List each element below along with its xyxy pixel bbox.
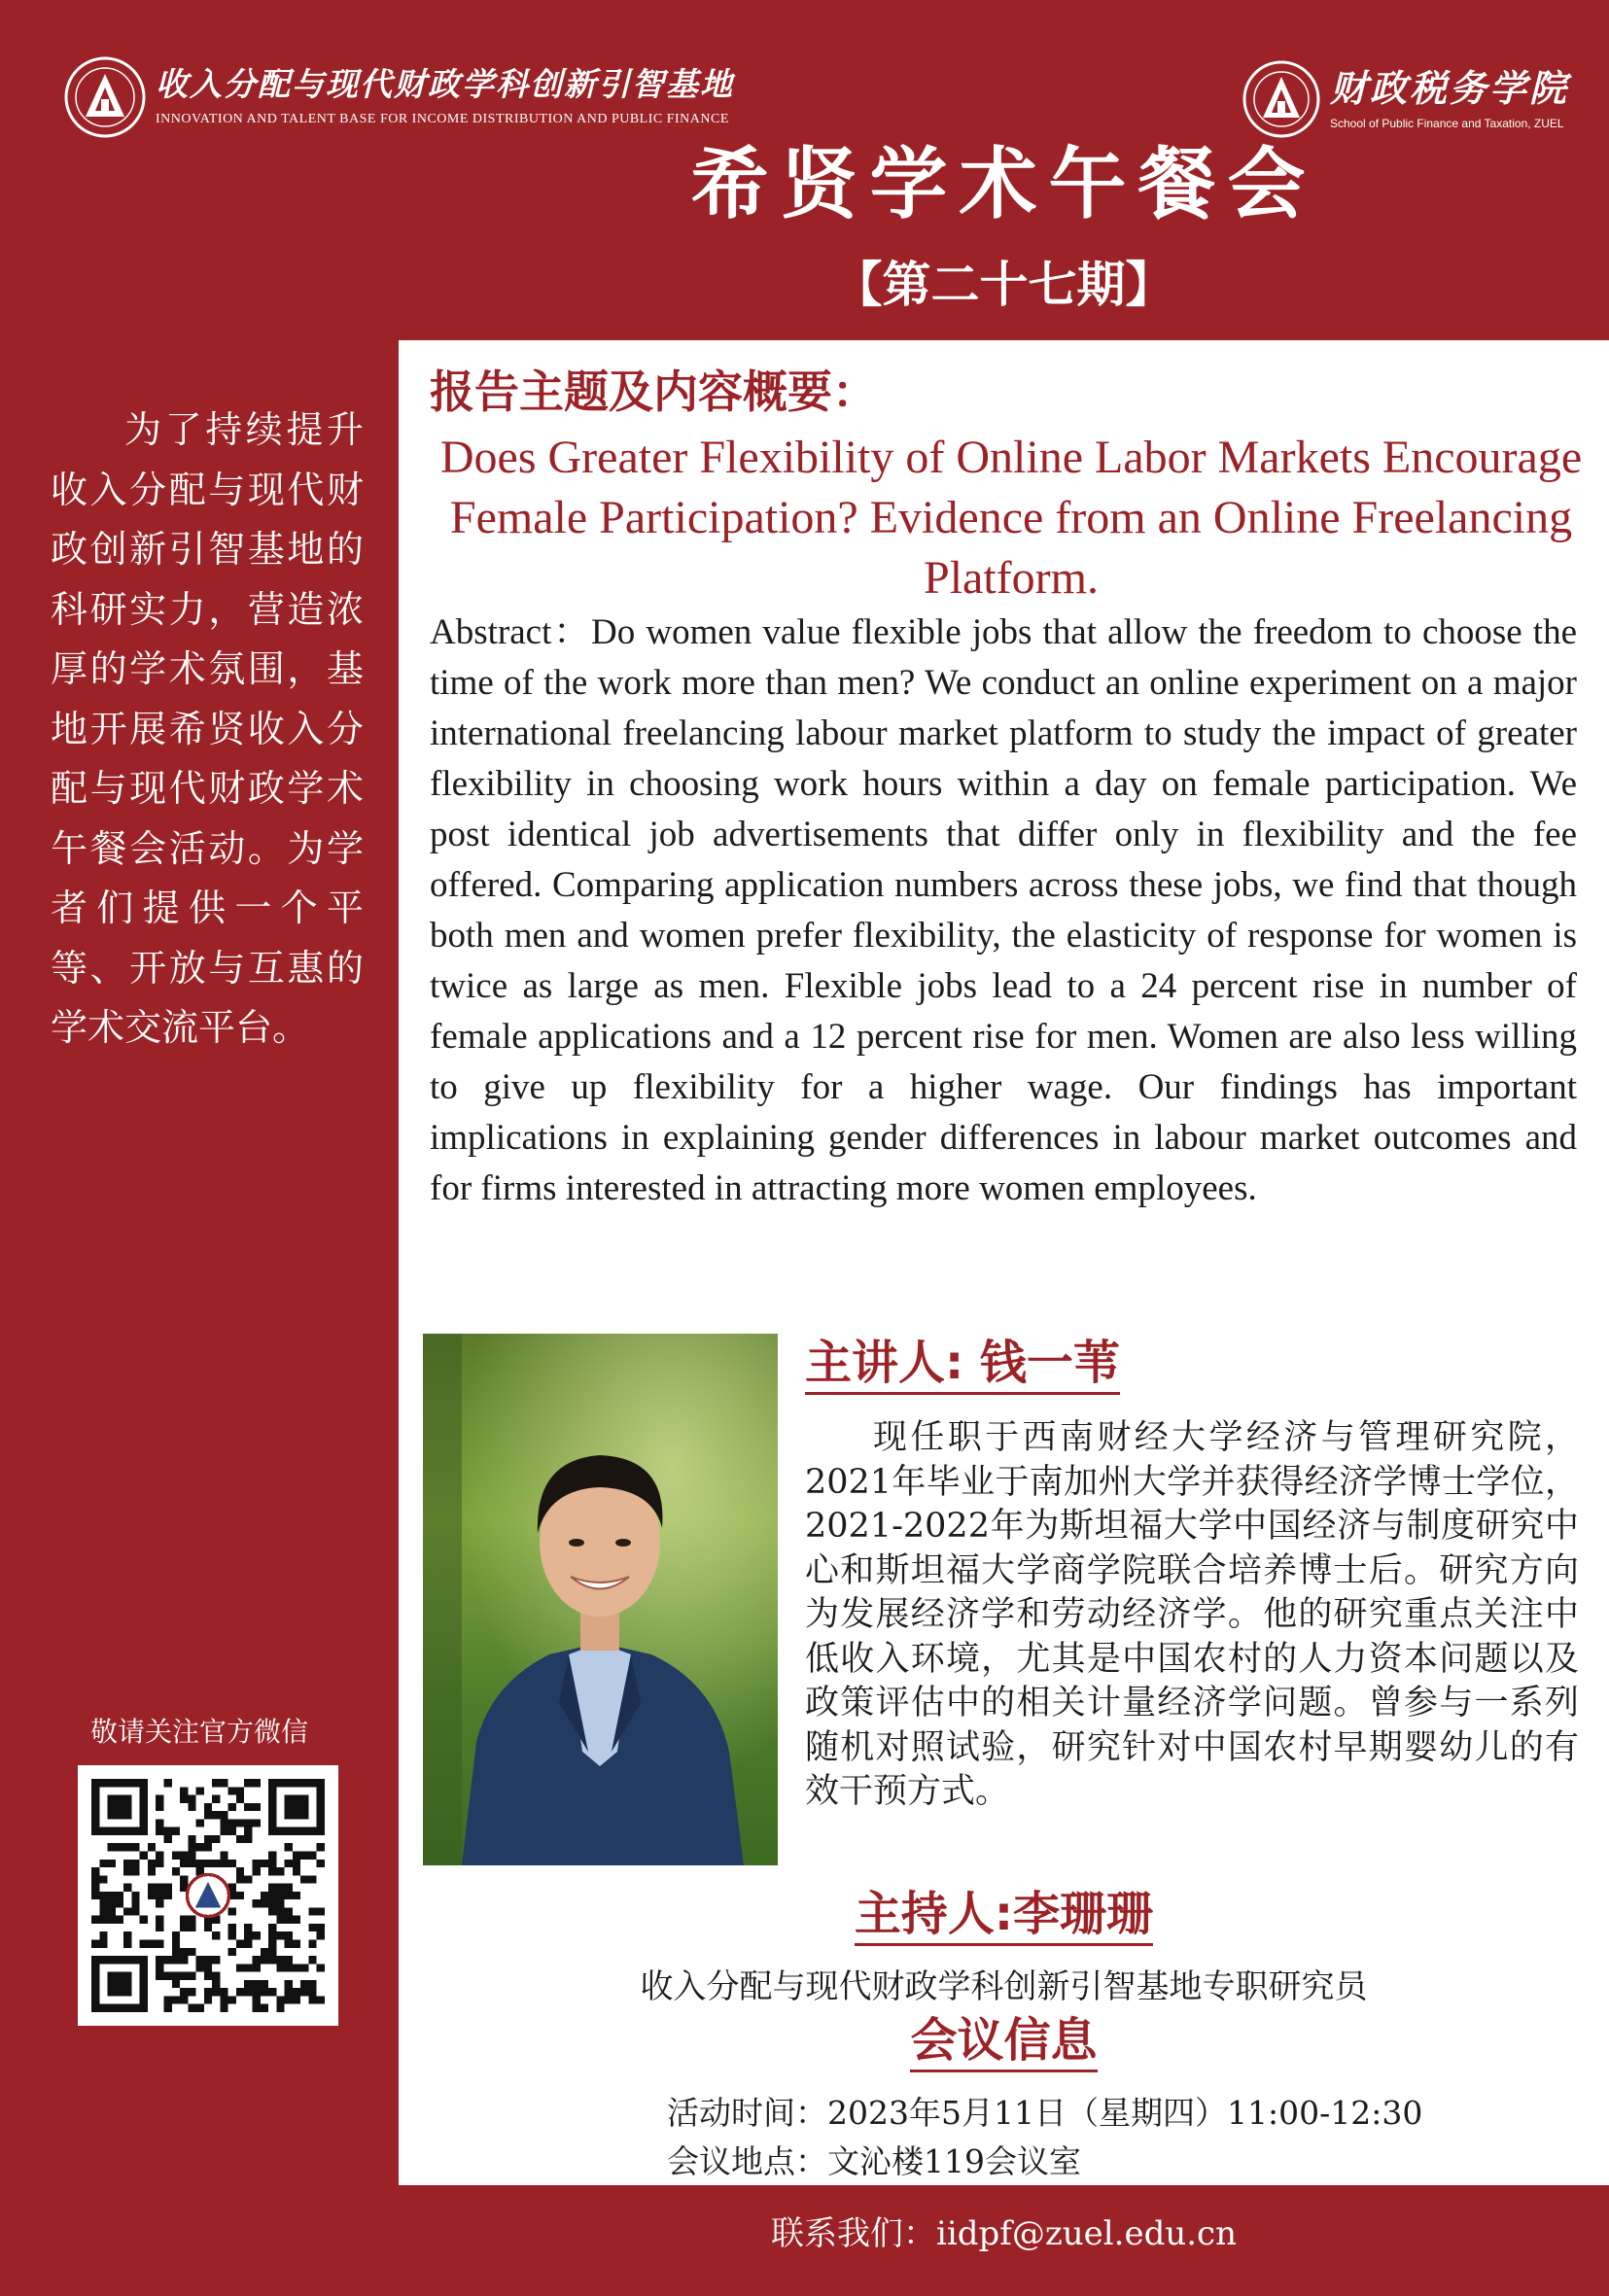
- host-description: 收入分配与现代财政学科创新引智基地专职研究员: [640, 1967, 1368, 2006]
- report-heading: 报告主题及内容概要：: [430, 365, 877, 418]
- speaker-bio: 现任职于西南财经大学经济与管理研究院，2021年毕业于南加州大学并获得经济学博士学位，2021-2022年为斯坦福大学中国经济与制度研究中心和斯坦福大学商学院联合培养博士后。研究方向为发展经济学和劳动经济学。他的研究重点关注中低收入环境，尤其是中国农村的人力资本问题以及政策评估中的相关计量经济学问题。曾参与一系列随机对照试验，研究针对中国农村早期婴幼儿的有效干预方式。: [805, 1418, 1579, 1811]
- host-heading: 主持人:李珊珊: [855, 1887, 1153, 1946]
- meeting-time: 活动时间：2023年5月11日（星期四）11:00-12:30: [667, 2094, 1423, 2132]
- institute-name-en: INNOVATION AND TALENT BASE FOR INCOME DISTRIBUTION AND PUBLIC FINANCE: [156, 112, 729, 126]
- intro-text: 为了持续提升收入分配与现代财政创新引智基地的科研实力，营造浓厚的学术氛围，基地开展希贤收入分配与现代财政学术午餐会活动。为学者们提供一个平等、开放与互惠的学术交流平台。: [51, 408, 364, 1049]
- issue-number: 【第二十七期】: [833, 257, 1174, 313]
- school-seal-icon: [1242, 60, 1320, 138]
- school-logo-text: [1330, 66, 1570, 130]
- speaker-photo: [423, 1334, 778, 1865]
- university-seal-icon: [64, 56, 146, 138]
- meeting-place: 会议地点：文沁楼119会议室: [667, 2142, 1081, 2180]
- wechat-qr-code[interactable]: [78, 1765, 338, 2026]
- school-name-cn: 财政税务学院: [1330, 66, 1570, 110]
- page-title: 希贤学术午餐会: [690, 139, 1317, 229]
- wechat-follow-label: 敬请关注官方微信: [89, 1716, 308, 1748]
- school-name-en: School of Public Finance and Taxation, ZUEL: [1330, 117, 1564, 130]
- speaker-heading: 主讲人: 钱一苇: [805, 1337, 1120, 1395]
- report-topic: Does Greater Flexibility of Online Labor Markets Encourage Female Participation? Evidence from an Online Freelancing Platform.: [439, 432, 1583, 604]
- report-abstract: Abstract：Do women value flexible jobs that allow the freedom to choose the time of the work more than men? We conduct an online experiment on a major international freelancing labour market platform to study the impact of greater flexibility in choosing work hours within a day on female participation. We post identical job advertisements that differ only in flexibility and the fee offered. Comparing application numbers across these jobs, we find that though both men and women prefer flexibility, the elasticity of response for women is twice as large as men. Flexible jobs lead to a 24 percent rise in number of female applications and a 12 percent rise for men. Women are also less willing to give up flexibility for a higher wage. Our findings has important implications in explaining gender differences in labour market outcomes and for firms interested in attracting more women employees.: [430, 612, 1577, 1208]
- meeting-heading-row: [399, 2014, 1609, 2068]
- institute-logo-text: [156, 65, 734, 127]
- host-heading-row: [399, 1888, 1609, 1941]
- institute-name-cn: 收入分配与现代财政学科创新引智基地: [156, 65, 734, 103]
- contact-email[interactable]: 联系我们：iidpf@zuel.edu.cn: [770, 2214, 1237, 2253]
- meeting-heading: 会议信息: [910, 2013, 1097, 2072]
- qr-code-icon: [91, 1779, 325, 2012]
